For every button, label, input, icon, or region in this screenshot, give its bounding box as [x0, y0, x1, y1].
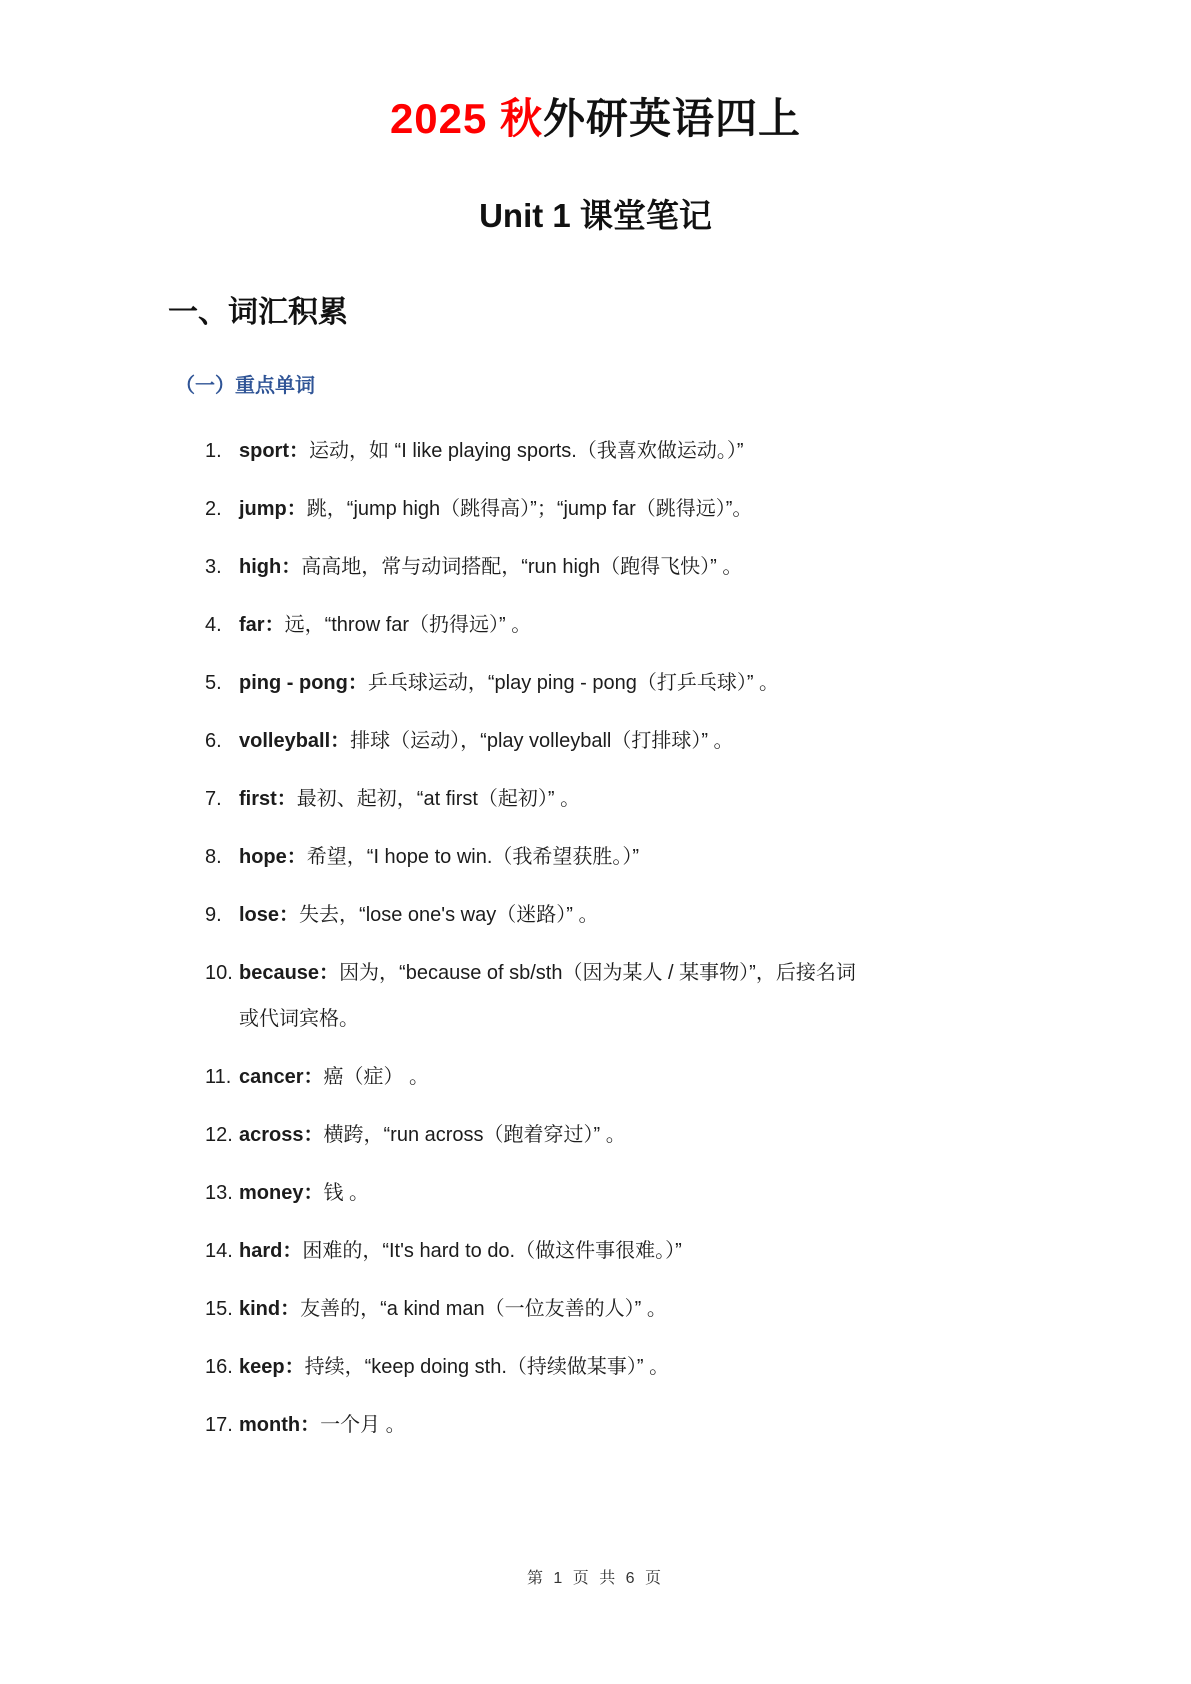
vocab-list-item — [205, 1112, 1081, 1158]
vocab-description: 因为，“because of sb/sth（因为某人 / 某事物）”，后接名词 — [339, 962, 856, 984]
item-body — [239, 428, 1081, 474]
vocab-list-item — [205, 892, 1081, 938]
vocab-list — [0, 428, 1191, 1448]
vocab-word: lose： — [239, 904, 300, 926]
vocab-word: kind： — [239, 1298, 301, 1320]
vocab-description: 友善的，“a kind man（一位友善的人）” 。 — [300, 1298, 667, 1320]
section-heading-vocabulary: 一、词汇积累 — [168, 296, 348, 329]
vocab-word: jump： — [239, 498, 307, 520]
item-body — [239, 660, 1081, 706]
vocab-description: 运动，如 “I like playing sports.（我喜欢做运动。）” — [309, 440, 744, 462]
vocab-description: 困难的，“It's hard to do.（做这件事很难。）” — [302, 1240, 682, 1262]
vocab-list-item — [205, 776, 1081, 822]
item-number: 16. — [205, 1356, 233, 1378]
item-number: 7. — [205, 788, 222, 810]
item-body — [239, 1112, 1081, 1158]
vocab-list-item — [205, 1402, 1081, 1448]
item-body — [239, 486, 1081, 532]
item-body — [239, 1402, 1081, 1448]
vocab-list-item — [205, 486, 1081, 532]
page-number-footer: 第 1 页 共 6 页 — [526, 1570, 665, 1587]
item-number: 3. — [205, 556, 222, 578]
item-number: 15. — [205, 1298, 233, 1320]
item-number: 13. — [205, 1182, 233, 1204]
item-number: 9. — [205, 904, 222, 926]
vocab-list-item — [205, 718, 1081, 764]
vocab-description: 希望，“I hope to win.（我希望获胜。）” — [306, 846, 640, 868]
vocab-list-item — [205, 834, 1081, 880]
item-body — [239, 892, 1081, 938]
item-body — [239, 1228, 1081, 1274]
vocab-description: 乒乓球运动，“play ping - pong（打乒乓球）” 。 — [367, 672, 780, 694]
vocab-word: across： — [239, 1124, 324, 1146]
vocab-word: sport： — [239, 440, 309, 462]
vocab-word: first： — [239, 788, 297, 810]
vocab-word: cancer： — [239, 1066, 324, 1088]
vocab-list-item — [205, 660, 1081, 706]
item-body — [239, 718, 1081, 764]
vocab-list-item — [205, 1054, 1081, 1100]
document-title — [0, 0, 1191, 146]
vocab-word: far： — [239, 614, 285, 636]
item-body — [239, 1054, 1081, 1100]
vocab-list-item — [205, 544, 1081, 590]
vocab-description: 跳，“jump high（跳得高）”；“jump far（跳得远）”。 — [306, 498, 753, 520]
vocab-description: 失去，“lose one's way（迷路）” 。 — [299, 904, 599, 926]
item-number: 6. — [205, 730, 222, 752]
subsection-heading-key-words: （一）重点单词 — [175, 375, 315, 397]
item-number: 10. — [205, 962, 233, 984]
item-number: 4. — [205, 614, 222, 636]
vocab-description: 癌（症） 。 — [323, 1066, 430, 1088]
vocab-description: 最初、起初，“at first（起初）” 。 — [296, 788, 581, 810]
item-number: 1. — [205, 440, 222, 462]
vocab-word: money： — [239, 1182, 324, 1204]
vocab-list-item — [205, 950, 1081, 1042]
vocab-word: ping - pong： — [239, 672, 368, 694]
vocab-word: hard： — [239, 1240, 303, 1262]
item-number: 8. — [205, 846, 222, 868]
item-number: 5. — [205, 672, 222, 694]
item-body — [239, 1286, 1081, 1332]
vocab-word: volleyball： — [239, 730, 351, 752]
item-body — [239, 1170, 1081, 1216]
vocab-description-line2: 或代词宾格。 — [239, 1008, 359, 1030]
vocab-description: 一个月 。 — [320, 1414, 406, 1436]
vocab-list-item — [205, 1344, 1081, 1390]
item-number: 17. — [205, 1414, 233, 1436]
vocab-word: hope： — [239, 846, 307, 868]
vocab-description: 横跨，“run across（跑着穿过）” 。 — [323, 1124, 626, 1146]
item-number: 12. — [205, 1124, 233, 1146]
vocab-description: 持续，“keep doing sth.（持续做某事）” 。 — [304, 1356, 670, 1378]
item-body — [239, 602, 1081, 648]
item-number: 2. — [205, 498, 222, 520]
item-body — [239, 834, 1081, 880]
vocab-word: high： — [239, 556, 302, 578]
vocab-list-item — [205, 1228, 1081, 1274]
vocab-list-item — [205, 1286, 1081, 1332]
title-book-black: 外研英语四上 — [543, 95, 802, 142]
vocab-list-item — [205, 428, 1081, 474]
vocab-description: 高高地，常与动词搭配，“run high（跑得飞快）” 。 — [301, 556, 743, 578]
vocab-list-item — [205, 1170, 1081, 1216]
vocab-description: 远，“throw far（扔得远）” 。 — [284, 614, 532, 636]
item-body — [239, 776, 1081, 822]
vocab-word: month： — [239, 1414, 321, 1436]
vocab-word: keep： — [239, 1356, 305, 1378]
item-number: 11. — [205, 1066, 232, 1088]
item-number: 14. — [205, 1240, 233, 1262]
unit-subtitle: Unit 1 课堂笔记 — [479, 197, 712, 234]
vocab-list-item — [205, 602, 1081, 648]
item-body — [239, 950, 1081, 1042]
vocab-description: 钱 。 — [323, 1182, 370, 1204]
item-body — [239, 1344, 1081, 1390]
vocab-description: 排球（运动），“play volleyball（打排球）” 。 — [350, 730, 734, 752]
vocab-word: because： — [239, 962, 340, 984]
title-year-red: 2025 秋 — [389, 95, 544, 142]
item-body — [239, 544, 1081, 590]
